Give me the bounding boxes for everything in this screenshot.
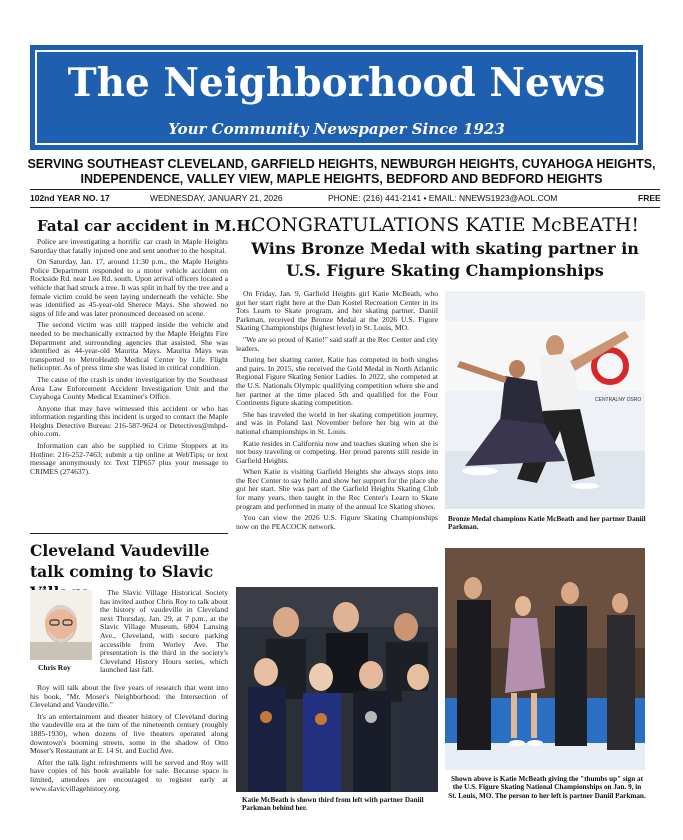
thumbs-up-caption: Shown above is Katie McBeath giving the "thumbs up" sign at the U.S. Figure Skating National Championships on Jan. 9, in St. Louis, MO. The person to her left is partner Daniil Parkman. [448, 775, 646, 800]
group-photo [236, 587, 438, 792]
skating-caption: Bronze Medal champions Katie McBeath and her partner Daniil Parkman. [448, 515, 646, 532]
contact-info: PHONE: (216) 441-2141 • EMAIL: NNEWS1923@AOL.COM [328, 193, 558, 203]
crash-paragraph: The second victim was still trapped inside the vehicle and needed to be mechanically extracted by the Maple Heights Fire Department and surrounding agencies that assisted. She was identified as 44-year-old Maurita Mays. Maurita Mays was transported to MetroHealth Medical Center by Life Flight helicopter. As of press time she was listed in critical condition. [30, 320, 228, 373]
issue-number: 102nd YEAR NO. 17 [30, 193, 110, 203]
newspaper-tagline: Your Community Newspaper Since 1923 [168, 120, 505, 138]
portrait-image [30, 590, 92, 660]
katie-paragraph: "We are so proud of Katie!" said staff at the Rec Center and city leaders. [236, 334, 438, 353]
bottom-rule [30, 207, 660, 208]
vaudeville-paragraph: It's an entertainment and theater history of Cleveland during the vaudeville era at the turn of the nineteenth century (roughly 1885-1930), when dozens of live theaters operated along downtown's booming streets, some in the shadow of Otto Moser's Restaurant at E. 14 St. and Euclid Ave. [30, 711, 228, 756]
skating-image [445, 291, 645, 509]
katie-paragraph: During her skating career, Katie has competed in both singles and pairs. In 2015, she received the Gold Medal in North Atlantic Regional Figure Skating Senior Ladies. In 2022, she competed at the U.S. Nationals Olympic qualifying competition where she and her partner at the time placed 5th and qualified for the Four Continents figure skating competition. [236, 355, 438, 408]
katie-headline: CONGRATULATIONS KATIE McBEATH! [250, 214, 639, 236]
crash-paragraph: Information can also be supplied to Crime Stoppers at its Hotline: 216-252-7463; submit a tip online at WebTips; or text message anonymously to: Text TIP657 plus your message to CRIMES (274637). [30, 441, 228, 476]
rink-banner-text: CENTRALNY OSRO [595, 397, 642, 403]
masthead-border [35, 50, 638, 145]
crash-paragraph: Police are investigating a horrific car crash in Maple Heights Saturday that fatally injured one and sent another to the hospital. [30, 237, 228, 255]
vaudeville-paragraph: The Slavic Village Historical Society has invited author Chris Roy to talk about the history of vaudeville in Cleveland next Thursday, Jan. 29, at 7 p.m., at the Slavic Village Museum, 6804 Lansing Ave., Cleveland, with secure parking accessible from Worley Ave. The presentation is the third in the society's Cleveland History Hours series, which launched last fall. [100, 588, 228, 675]
katie-paragraph: You can view the 2026 U.S. Figure Skating Championships now on the PEACOCK network. [236, 513, 438, 531]
thumbs-up-photo [445, 548, 645, 770]
crash-article-body [30, 238, 228, 479]
vaudeville-article-body [30, 684, 228, 796]
crash-paragraph: The cause of the crash is under investigation by the Southeast Area Law Enforcement Accident Investigation Unit and the Cuyahoga County Medical Examiner's Office. [30, 374, 228, 402]
crash-headline: Fatal car accident in M.H. [37, 217, 256, 235]
serving-line-2: INDEPENDENCE, VALLEY VIEW, MAPLE HEIGHTS, BEDFORD AND BEDFORD HEIGHTS [80, 172, 603, 186]
katie-subhead: Wins Bronze Medal with skating partner in U.S. Figure Skating Championships [251, 239, 639, 280]
serving-line-1: SERVING SOUTHEAST CLEVELAND, GARFIELD HEIGHTS, NEWBURGH HEIGHTS, CUYAHOGA HEIGHTS, [27, 157, 656, 171]
group-image [236, 587, 438, 792]
section-divider [30, 533, 228, 534]
katie-article-body [236, 290, 438, 534]
katie-paragraph: Katie resides in California now and teaches skating when she is not busy traveling or competing. Her proud parents still reside in Garfield Heights. [236, 438, 438, 465]
serving-area [20, 157, 663, 187]
top-rule [30, 189, 660, 190]
vaudeville-paragraph: Roy will talk about the five years of research that went into his book, "Mr. Moser's Neighborhood: the Intersection of Cleveland and Vaudeville." [30, 683, 228, 710]
thumbs-up-image [445, 548, 645, 770]
group-caption: Katie McBeath is shown third from left with partner Daniil Parkman behind her. [242, 796, 424, 813]
chris-roy-photo [30, 590, 92, 660]
masthead [30, 45, 643, 150]
info-bar [30, 192, 660, 206]
vaudeville-paragraph: After the talk light refreshments will be served and Roy will have copies of his book available for sale. Because space is limited, attendees are encouraged to register early at www.slavicvillagehistory.org. [30, 757, 228, 793]
katie-paragraph: On Friday, Jan. 9, Garfield Heights girl Katie McBeath, who got her start right here at the Dan Kostel Recreation Center in its Tots Learn to Skate program, and her skating partner, Daniil Parkman, received the Bronze Medal at the 2026 U.S. Figure Skating Championships (highest level) in St. Louis, MO. [236, 289, 438, 333]
skating-pair-photo [445, 291, 645, 509]
crash-paragraph: Anyone that may have witnessed this accident or who has information regarding this incident is urged to contact the Maple Heights Detective Bureau: 216-587-9624 or Detectives@mhpd-ohio.com. [30, 403, 228, 439]
issue-date: WEDNESDAY, JANUARY 21, 2026 [150, 193, 283, 203]
katie-paragraph: She has traveled the world in her skating competition journey, and was in Poland last November before her big win at the national championships in St. Louis. [236, 409, 438, 436]
newspaper-title: The Neighborhood News [67, 60, 606, 106]
katie-paragraph: When Katie is visiting Garfield Heights she always stops into the Rec Center to say hello and show her support for the place she got her start. She was part of the Garfield Heights Skating Club for many years, then taught in the Rec Center's Learn to Skate program and performed in many of the annual Ice Skating shows. [236, 467, 438, 511]
price: FREE [638, 193, 661, 203]
vaudeville-headline: Cleveland Vaudeville talk coming to Slavic [30, 541, 214, 581]
chris-roy-caption: Chris Roy [38, 663, 71, 672]
crash-paragraph: On Saturday, Jan. 17, around 11:30 p.m., the Maple Heights Police Department responded to a motor vehicle accident on Rockside Rd. near Lee Rd. south. Upon arrival officers located a vehicle that had struck a tree. It was split in half by the tree and a female victim could be seen laying underneath the vehicle. She was identified as 45-year-old Sherece Mays. She showed no signs of life and was later pronounced deceased on scene. [30, 257, 228, 318]
vaudeville-intro [100, 589, 228, 678]
